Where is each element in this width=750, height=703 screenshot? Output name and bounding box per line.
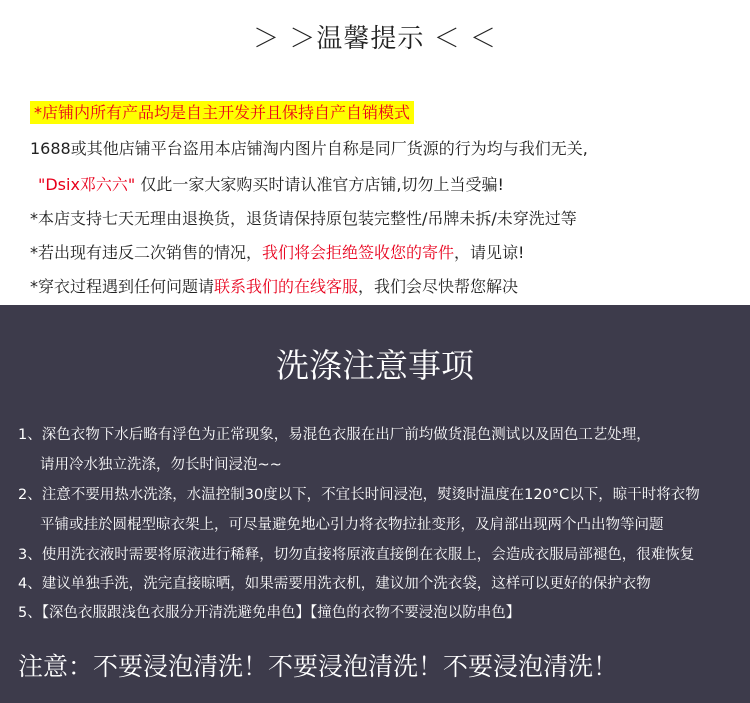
refuse-notice: 我们将会拒绝签收您的寄件 xyxy=(262,243,455,262)
no-soaking-warning: 注意：不要浸泡清洗！不要浸泡清洗！不要浸泡清洗！ xyxy=(18,652,619,681)
online-service-link[interactable]: 联系我们的在线客服 xyxy=(214,277,359,296)
wash-item-1: 1、深色衣物下水后略有浮色为正常现象，易混色衣服在出厂前均做货混色测试以及固色工艺处理， xyxy=(18,427,651,443)
notice-line-second-sale xyxy=(30,240,524,263)
wash-item-1-cont: 请用冷水独立洗涤，勿长时间浸泡~~ xyxy=(40,457,282,473)
notice-line-copycat: 1688或其他店铺平台盗用本店铺淘内图片自称是同厂货源的行为均与我们无关, xyxy=(30,139,588,158)
shop-notice-section xyxy=(0,0,750,305)
highlighted-notice: *店铺内所有产品均是自主开发并且保持自产自销模式 xyxy=(30,101,414,124)
notice-line-cs-text: *穿衣过程遇到任何问题请 xyxy=(30,277,215,296)
notice-line-self-produced xyxy=(30,100,414,123)
wash-item-4: 4、建议单独手洗，洗完直接晾晒，如果需要用洗衣机，建议加个洗衣袋，这样可以更好的保护衣物 xyxy=(18,576,651,592)
washing-title: 洗涤注意事项 xyxy=(276,346,474,385)
notice-line-returns: *本店支持七天无理由退换货，退货请保持原包装完整性/吊牌未拆/未穿洗过等 xyxy=(30,209,577,228)
wash-item-2: 2、注意不要用热水洗涤，水温控制30度以下，不宜长时间浸泡，熨烫时温度在120°C以下，晾干时将衣物 xyxy=(18,487,700,503)
notice-line-official-store xyxy=(38,172,504,195)
wash-item-3: 3、使用洗衣液时需要将原液进行稀释，切勿直接将原液直接倒在衣服上，会造成衣服局部褪色，很难恢复 xyxy=(18,547,695,563)
brand-name: "Dsix邓六六" xyxy=(38,175,136,194)
washing-instructions-section xyxy=(0,305,750,703)
notice-line-customer-service xyxy=(30,274,518,297)
notice-title: ＞ ＞温馨提示 ＜ ＜ xyxy=(253,24,497,54)
wash-item-2-cont: 平铺或挂於圆棍型晾衣架上，可尽量避免地心引力将衣物拉扯变形，及肩部出现两个凸出物等问题 xyxy=(40,517,664,533)
wash-item-5: 5、【深色衣服跟浅色衣服分开清洗避免串色】【撞色的衣物不要浸泡以防串色】 xyxy=(18,605,521,621)
notice-line-cs-end: ，我们会尽快帮您解决 xyxy=(358,277,519,296)
notice-line-second-sale-text: *若出现有违反二次销售的情况， xyxy=(30,243,263,262)
notice-line-official-store-text: 仅此一家大家购买时请认准官方店铺,切勿上当受骗! xyxy=(140,175,504,194)
notice-line-second-sale-end: ，请见谅! xyxy=(454,243,525,262)
